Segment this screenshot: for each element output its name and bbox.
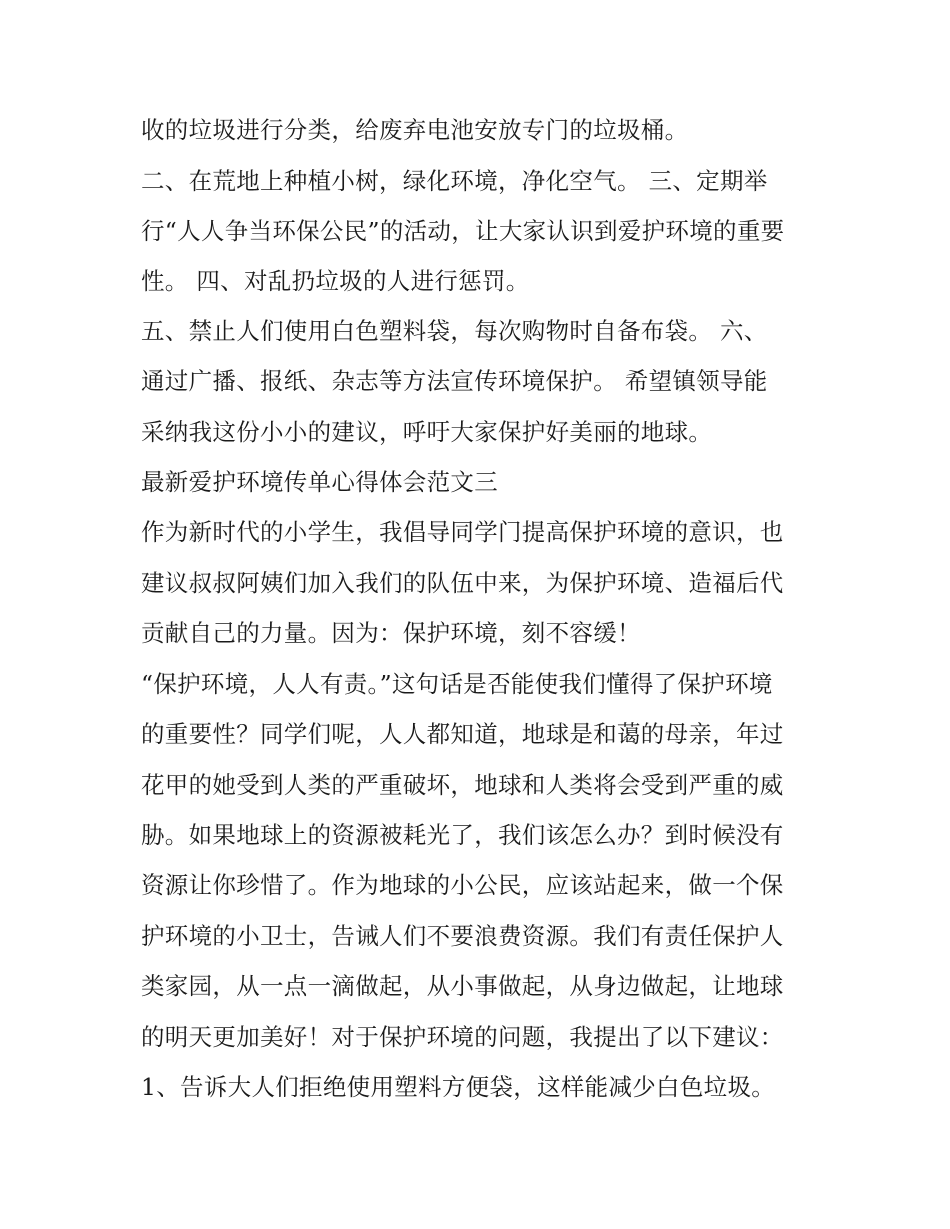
text-line: 行“人人争当环保公民”的活动，让大家认识到爱护环境的重要 (141, 217, 785, 245)
text-line: 花甲的她受到人类的严重破坏，地球和人类将会受到严重的威 (141, 771, 784, 799)
text-line: 二、在荒地上种植小树，绿化环境，净化空气。 三、定期举 (141, 167, 768, 195)
text-line: 性。 四、对乱扔垃圾的人进行惩罚。 (141, 267, 530, 295)
text-line: 的明天更加美好！对于保护环境的问题，我提出了以下建议： (141, 1023, 784, 1051)
text-line: 采纳我这份小小的建议，呼吁大家保护好美丽的地球。 (141, 418, 713, 446)
text-line: 胁。如果地球上的资源被耗光了，我们该怎么办？到时候没有 (141, 821, 784, 849)
text-line: 的重要性？同学们呢，人人都知道，地球是和蔼的母亲，年过 (141, 720, 784, 748)
text-line: 类家园，从一点一滴做起，从小事做起，从身边做起，让地球 (141, 972, 784, 1000)
text-line: 建议叔叔阿姨们加入我们的队伍中来，为保护环境、造福后代 (141, 569, 784, 597)
text-line: 五、禁止人们使用白色塑料袋，每次购物时自备布袋。 六、 (141, 317, 768, 345)
text-line: 贡献自己的力量。因为：保护环境，刻不容缓！ (141, 619, 641, 647)
text-line: 收的垃圾进行分类，给废弃电池安放专门的垃圾桶。 (141, 116, 689, 144)
text-line: 作为新时代的小学生，我倡导同学门提高保护环境的意识，也 (141, 518, 784, 546)
text-line: 通过广播、报纸、杂志等方法宣传环境保护。 希望镇领导能 (141, 367, 768, 395)
text-line: 资源让你珍惜了。作为地球的小公民，应该站起来，做一个保 (141, 871, 784, 899)
text-line: “保护环境，人人有责。”这句话是否能使我们懂得了保护环境 (141, 670, 773, 698)
section-heading: 最新爱护环境传单心得体会范文三 (141, 468, 498, 496)
text-line: 1、告诉大人们拒绝使用塑料方便袋，这样能减少白色垃圾。 (141, 1073, 776, 1101)
text-line: 护环境的小卫士，告诫人们不要浪费资源。我们有责任保护人 (141, 922, 784, 950)
